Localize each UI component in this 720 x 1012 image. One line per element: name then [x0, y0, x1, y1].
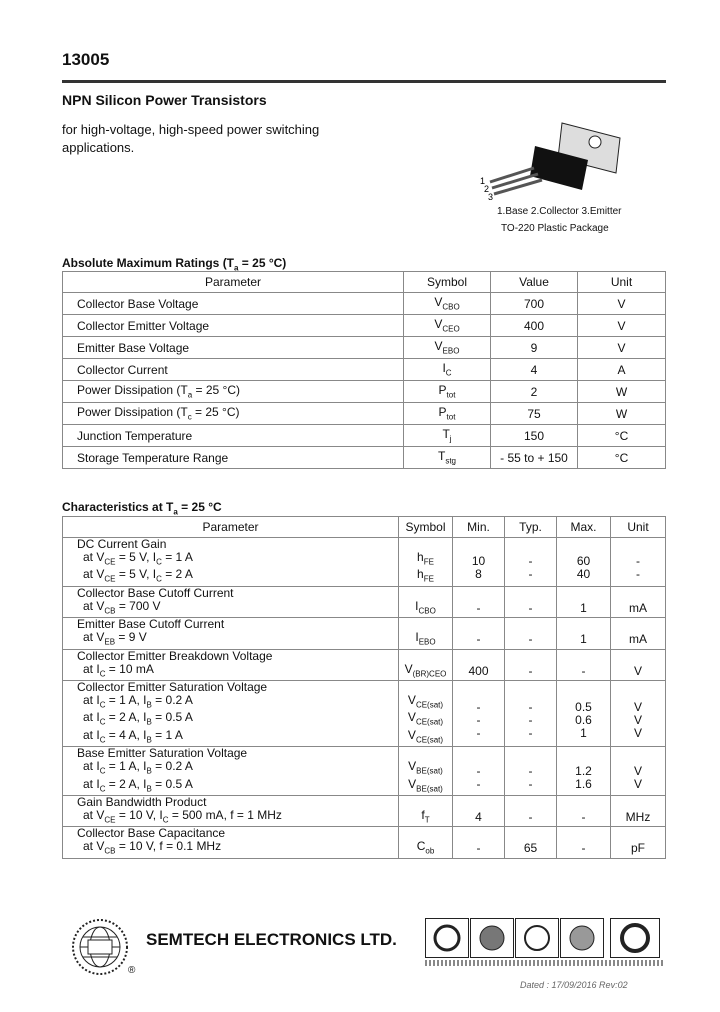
parameter-cell [63, 747, 399, 796]
symbol-subscript: tot [446, 390, 456, 400]
unit-cell: mA [611, 618, 666, 649]
condition-subscript: CE [104, 815, 116, 825]
column-header: Typ. [505, 517, 557, 538]
table-row [63, 586, 666, 617]
symbol-cell: $V_{CE(sat)}$ $V_{CE(sat)}$ $V_{CE(sat)}$ [399, 680, 453, 746]
table-row [63, 827, 666, 858]
condition-subscript: B [146, 717, 152, 727]
parameter-name: Gain Bandwidth Product [77, 794, 207, 809]
symbol-cell: $f_T$ [399, 795, 453, 826]
parameter-cell: Junction Temperature [63, 425, 404, 447]
test-condition: at $V_{CE} = 5$ V, $I_C = 1$ A [83, 550, 193, 567]
min-cell: 10 8 [453, 538, 505, 587]
parameter-cell [63, 586, 399, 617]
description: for high-voltage, high-speed power switching applications. [62, 122, 320, 155]
condition-subscript: C [156, 574, 162, 584]
value-cell: 9 [491, 337, 578, 359]
test-condition: at $I_C = 2$ A, $I_B = 0.5$ A [83, 710, 193, 727]
parameter-cell: Collector Emitter Voltage [63, 315, 404, 337]
symbol-subscript: (BR)CEO [412, 668, 447, 678]
symbol-subscript: BE(sat) [416, 766, 443, 776]
condition-subscript: CE [104, 557, 116, 567]
max-cell: 0.5 0.6 1 [557, 680, 611, 746]
symbol-subscript: BE(sat) [416, 783, 443, 793]
symbol-cell: $V_{CEO}$ [404, 315, 491, 337]
unit-cell: V [578, 293, 666, 315]
package-name: TO-220 Plastic Package [501, 223, 609, 234]
table-row [63, 447, 666, 469]
symbol-cell: $h_{FE}$ $h_{FE}$ [399, 538, 453, 587]
condition-subscript: B [146, 735, 152, 745]
table-row [63, 680, 666, 746]
unit-cell: W [578, 403, 666, 425]
unit-cell: V [611, 649, 666, 680]
value-cell: 700 [491, 293, 578, 315]
condition-subscript: B [146, 700, 152, 710]
symbol-cell: $I_{EBO}$ [399, 618, 453, 649]
parameter-cell [63, 680, 399, 746]
symbol-subscript: CE(sat) [415, 700, 444, 710]
parameter-cell [63, 538, 399, 587]
pin1-label: 1 [480, 176, 486, 186]
parameter-cell: Collector Base Voltage [63, 293, 404, 315]
unit-cell: °C [578, 425, 666, 447]
condition-subscript: C [99, 717, 106, 727]
unit-cell: pF [611, 827, 666, 858]
typ-cell: - - - [505, 680, 557, 746]
min-cell: - [453, 586, 505, 617]
table-row [63, 293, 666, 315]
symbol-subscript: EBO [418, 637, 436, 647]
symbol-cell: $P_{tot}$ [404, 381, 491, 403]
certification-badge [425, 918, 469, 958]
unit-cell: mA [611, 586, 666, 617]
min-cell: 4 [453, 795, 505, 826]
max-cell: 60 40 [557, 538, 611, 587]
symbol-subscript: CBO [418, 606, 436, 616]
table-row [63, 403, 666, 425]
characteristics-title: Characteristics at $T_a = 25$ °C [62, 500, 222, 517]
company-name: SEMTECH ELECTRONICS LTD. [146, 930, 397, 949]
condition-subscript: C [99, 700, 106, 710]
condition-subscript: C [99, 783, 106, 793]
pin2-label: 2 [484, 184, 490, 194]
unit-cell: - - [611, 538, 666, 587]
test-condition: at $I_C = 2$ A, $I_B = 0.5$ A [83, 776, 193, 793]
typ-cell: - - [505, 747, 557, 796]
value-cell: 400 [491, 315, 578, 337]
condition-subscript: CB [104, 846, 116, 856]
unit-cell: V [578, 337, 666, 359]
symbol-cell: $I_C$ [404, 359, 491, 381]
table-row [63, 538, 666, 587]
typ-cell: - [505, 795, 557, 826]
column-header: Min. [453, 517, 505, 538]
test-condition: at $V_{CB} = 10$ V, f = 0.1 MHz [83, 839, 222, 856]
certification-badge [515, 918, 559, 958]
table-row [63, 381, 666, 403]
parameter-subscript: a [187, 390, 193, 400]
test-condition: at $V_{CE} = 5$ V, $I_C = 2$ A [83, 567, 193, 584]
symbol-cell: $V_{CBO}$ [404, 293, 491, 315]
parameter-cell [63, 827, 399, 858]
column-header: Unit [578, 272, 666, 293]
certification-badge [560, 918, 604, 958]
table-row [63, 337, 666, 359]
column-header: Parameter [63, 272, 404, 293]
table-row [63, 618, 666, 649]
test-condition: at $I_C = 1$ A, $I_B = 0.2$ A [83, 759, 193, 776]
pinout-label: 1.Base 2.Collector 3.Emitter [497, 206, 622, 217]
test-condition: at $I_C = 10$ mA [83, 661, 154, 678]
registered-mark: ® [128, 965, 136, 976]
condition-subscript: CB [104, 606, 116, 616]
typ-cell: - [505, 618, 557, 649]
symbol-subscript: CE(sat) [415, 735, 444, 745]
parameter-name: DC Current Gain [77, 537, 167, 551]
typ-cell: 65 [505, 827, 557, 858]
symbol-cell: $I_{CBO}$ [399, 586, 453, 617]
parameter-cell: Emitter Base Voltage [63, 337, 404, 359]
parameter-name: Collector Emitter Breakdown Voltage [77, 648, 273, 663]
max-cell: 1 [557, 618, 611, 649]
typ-cell: - - [505, 538, 557, 587]
symbol-subscript: CE(sat) [415, 717, 444, 727]
column-header: Parameter [63, 517, 399, 538]
value-cell: 75 [491, 403, 578, 425]
table-row [63, 747, 666, 796]
min-cell: - [453, 827, 505, 858]
to220-package-image [470, 118, 640, 208]
typ-cell: - [505, 586, 557, 617]
abs-max-title: Absolute Maximum Ratings ($T_a = 25$ °C) [62, 256, 287, 273]
parameter-name: Emitter Base Cutoff Current [77, 617, 225, 632]
max-cell: 1 [557, 586, 611, 617]
header-rule [62, 80, 666, 83]
column-header: Symbol [404, 272, 491, 293]
condition-subscript: B [146, 766, 152, 776]
test-condition: at $V_{EB} = 9$ V [83, 630, 147, 647]
symbol-subscript: stg [445, 456, 456, 466]
column-header: Symbol [399, 517, 453, 538]
part-number: 13005 [62, 50, 110, 69]
symbol-cell: $V_{BE(sat)}$ $V_{BE(sat)}$ [399, 747, 453, 796]
symbol-subscript: FE [423, 574, 434, 584]
characteristics-table [62, 516, 666, 859]
parameter-cell: Storage Temperature Range [63, 447, 404, 469]
pin3-label: 3 [488, 192, 494, 202]
max-cell: - [557, 827, 611, 858]
symbol-subscript: CBO [442, 302, 460, 312]
condition-subscript: C [99, 766, 106, 776]
table-row [63, 649, 666, 680]
parameter-cell [63, 649, 399, 680]
max-cell: - [557, 795, 611, 826]
parameter-name: Collector Base Capacitance [77, 826, 226, 841]
min-cell: - - [453, 747, 505, 796]
issue-date: Dated : 17/09/2016 Rev:02 [520, 980, 628, 990]
max-cell: - [557, 649, 611, 680]
semtech-globe-logo [70, 918, 130, 976]
table-row [63, 359, 666, 381]
column-header: Unit [611, 517, 666, 538]
parameter-cell: Power Dissipation ($T_a = 25$ °C) [63, 381, 404, 403]
parameter-subscript: c [187, 412, 192, 422]
test-condition: at $I_C = 1$ A, $I_B = 0.2$ A [83, 692, 193, 710]
certification-badge [470, 918, 514, 958]
unit-cell: V V V [611, 680, 666, 746]
parameter-cell: Collector Current [63, 359, 404, 381]
certification-fine-print [425, 960, 665, 966]
condition-subscript: CE [104, 574, 116, 584]
table-row [63, 795, 666, 826]
unit-cell: V [578, 315, 666, 337]
test-condition: at $V_{CB} = 700$ V [83, 598, 161, 616]
condition-subscript: C [162, 815, 169, 825]
unit-cell: MHz [611, 795, 666, 826]
condition-subscript: C [156, 557, 162, 567]
value-cell: 2 [491, 381, 578, 403]
condition-subscript: EB [104, 637, 116, 647]
symbol-subscript: j [449, 434, 452, 444]
unit-cell: V V [611, 747, 666, 796]
symbol-cell: $T_{stg}$ [404, 447, 491, 469]
condition-subscript: C [99, 668, 106, 678]
test-condition: at $V_{CE} = 10$ V, $I_C = 500$ mA, f = 1 MHz [83, 807, 282, 825]
symbol-subscript: C [445, 368, 452, 378]
symbol-subscript: CEO [442, 324, 460, 334]
table-row [63, 425, 666, 447]
parameter-cell [63, 795, 399, 826]
symbol-cell: $C_{ob}$ [399, 827, 453, 858]
subtitle: NPN Silicon Power Transistors [62, 92, 267, 108]
sgs-badge [610, 918, 660, 958]
symbol-cell: $V_{(BR)CEO}$ [399, 649, 453, 680]
table-row [63, 315, 666, 337]
condition-subscript: C [99, 735, 106, 745]
symbol-subscript: EBO [442, 346, 460, 356]
value-cell: 4 [491, 359, 578, 381]
parameter-name: Base Emitter Saturation Voltage [77, 746, 248, 761]
symbol-subscript: ob [425, 846, 435, 856]
symbol-cell: $V_{EBO}$ [404, 337, 491, 359]
column-header: Max. [557, 517, 611, 538]
symbol-subscript: T [424, 815, 430, 825]
symbol-cell: $T_j$ [404, 425, 491, 447]
value-cell: - 55 to + 150 [491, 447, 578, 469]
symbol-cell: $P_{tot}$ [404, 403, 491, 425]
max-cell: 1.2 1.6 [557, 747, 611, 796]
symbol-subscript: FE [423, 557, 434, 567]
min-cell: - [453, 618, 505, 649]
column-header: Value [491, 272, 578, 293]
parameter-name: Collector Emitter Saturation Voltage [77, 679, 268, 694]
parameter-cell [63, 618, 399, 649]
unit-cell: W [578, 381, 666, 403]
test-condition: at $I_C = 4$ A, $I_B = 1$ A [83, 727, 183, 745]
abs-max-table [62, 271, 666, 469]
parameter-cell: Power Dissipation ($T_c = 25$ °C) [63, 403, 404, 425]
min-cell: 400 [453, 649, 505, 680]
value-cell: 150 [491, 425, 578, 447]
unit-cell: A [578, 359, 666, 381]
unit-cell: °C [578, 447, 666, 469]
parameter-name: Collector Base Cutoff Current [77, 585, 234, 600]
condition-subscript: B [146, 783, 152, 793]
symbol-subscript: tot [446, 412, 456, 422]
typ-cell: - [505, 649, 557, 680]
min-cell: - - - [453, 680, 505, 746]
